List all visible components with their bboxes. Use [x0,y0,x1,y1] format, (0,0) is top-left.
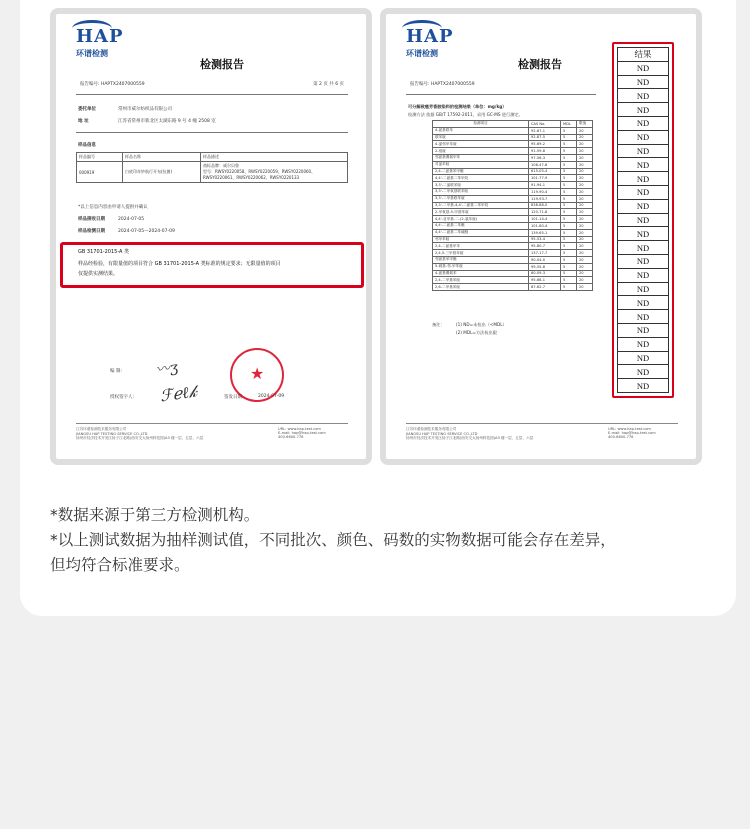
footer-company: 江苏环谱检测技术服务有限公司 [76,427,127,431]
limit: 20 [577,277,593,284]
cas-no: 90-04-0 [529,256,561,263]
mdl: 5 [561,222,577,229]
col-header: 限值 [577,121,593,128]
result-value: ND [618,323,669,337]
receive-label: 样品接收日期 [78,217,105,222]
logo-text: HAP [76,26,146,47]
test-date-row [78,228,175,234]
table-row [433,161,593,168]
result-value: ND [618,199,669,213]
limit: 20 [577,161,593,168]
cas-no: 91-59-8 [529,148,561,155]
item-name: 2,4-二甲基苯胺 [433,277,529,284]
mdl: 5 [561,277,577,284]
table-row [433,141,593,148]
notes-label: 备注： [432,322,445,327]
result-value: ND [618,351,669,365]
note-nd: (1) ND=未检出（<MDL） [456,322,507,327]
cas-no: 60-09-3 [529,270,561,277]
data-disclaimer [50,503,710,578]
result-row [618,199,669,213]
result-value: ND [618,185,669,199]
sample-info-heading: 样品信息 [78,143,96,148]
report-title: 检测报告 [518,58,562,71]
item-name: 2,6-二甲基苯胺 [433,284,529,291]
item-name: 2-甲氧基-5-甲基苯胺 [433,209,529,216]
result-row [618,241,669,255]
footer-mail: E-mail: hap@hap-test.com [608,431,656,435]
results-column-highlight [612,42,674,398]
footer-contact [278,427,348,439]
result-value: ND [618,116,669,130]
cas-no: 92-67-1 [529,127,561,134]
mdl: 5 [561,195,577,202]
mdl: 5 [561,148,577,155]
limit: 20 [577,154,593,161]
result-row [618,144,669,158]
result-value: ND [618,89,669,103]
test-report-page-2[interactable] [380,8,702,465]
limit: 20 [577,256,593,263]
address-label: 地 址 [78,119,89,124]
item-name: 4-氯邻甲苯胺 [433,141,529,148]
result-value: ND [618,241,669,255]
cas-no: 97-56-3 [529,154,561,161]
mdl: 5 [561,256,577,263]
report-footer [406,423,678,449]
item-name: 邻氨基苯甲醚 [433,256,529,263]
item-name: 邻甲苯胺 [433,236,529,243]
col-header: 样品编号 [77,153,123,162]
item-name: 5-硝基-邻-甲苯胺 [433,263,529,270]
cas-no: 120-71-8 [529,209,561,216]
issue-label: 签发日期: [224,395,244,400]
result-value: ND [618,144,669,158]
result-row [618,227,669,241]
footer-company-en: JIANGSU HAP TESTING SERVICE CO.,LTD [76,432,148,436]
page-number: 第 2 页 共 6 页 [313,82,344,87]
item-name: 3,3'-二甲基联苯胺 [433,195,529,202]
mdl: 5 [561,236,577,243]
approver-signature: ℱℯℓ𝓀 [158,381,199,406]
mdl: 5 [561,127,577,134]
test-date-value: 2024-07-05—2024-07-09 [118,229,175,234]
item-name: 3,3'-二甲氧基联苯胺 [433,188,529,195]
disclaimer-line: *以上测试数据为抽样测试值，不同批次、颜色、码数的实物数据可能会存在差异， [50,531,616,549]
result-value: ND [618,310,669,324]
limit: 20 [577,222,593,229]
result-row [618,172,669,186]
item-name: 4,4'-二氨基二苯甲烷 [433,175,529,182]
report-number: 报告编号: HAPTX2407000559 [410,82,475,87]
table-row [433,134,593,141]
conclusion-line: 样品经检验，有限量值的项目符合 GB 31701-2015-A 类标准的规定要求；无限量值的项目 [78,261,281,267]
cas-no: 139-65-1 [529,229,561,236]
result-row [618,116,669,130]
mdl: 5 [561,134,577,141]
footer-tel: 400-6600-776 [278,435,304,439]
editor-label: 编 制: [110,369,122,374]
divider [76,94,348,95]
sample-name: 白底印奇妙航行开布(抗菌) [123,162,201,183]
item-name: 联苯胺 [433,134,529,141]
mdl: 5 [561,202,577,209]
result-header: 结果 [618,48,669,62]
result-row [618,61,669,75]
mdl: 5 [561,209,577,216]
result-row [618,75,669,89]
result-value: ND [618,254,669,268]
result-value: ND [618,130,669,144]
logo-cn: 环谱检测 [406,49,438,58]
table-row [433,209,593,216]
report-title: 检测报告 [200,58,244,71]
receive-row [78,216,144,222]
cas-no: 95-69-2 [529,141,561,148]
result-value: ND [618,61,669,75]
cas-no: 87-62-7 [529,284,561,291]
cas-no: 615-05-4 [529,168,561,175]
footer-company: 江苏环谱检测技术服务有限公司 [406,427,457,431]
table-row [433,256,593,263]
result-row [618,158,669,172]
sample-id: 000919 [77,162,123,183]
cas-no: 137-17-7 [529,250,561,257]
limit: 20 [577,195,593,202]
desc-line: 商标品牌：威尔贝鲁 [203,163,239,168]
mdl: 5 [561,250,577,257]
item-name: 3,3'-二甲基-4,4'-二氨基二苯甲烷 [433,202,529,209]
mdl: 5 [561,182,577,189]
result-row [618,296,669,310]
limit: 20 [577,127,593,134]
limit: 20 [577,236,593,243]
result-value: ND [618,296,669,310]
divider [406,94,596,95]
mdl: 5 [561,284,577,291]
limit: 20 [577,182,593,189]
result-value: ND [618,365,669,379]
footer-company-en: JIANGSU HAP TESTING SERVICE CO.,LTD [406,432,478,436]
client-label: 委托单位 [78,107,96,112]
cas-no: 119-93-7 [529,195,561,202]
result-row [618,268,669,282]
cas-no: 92-87-5 [529,134,561,141]
cas-no: 101-77-9 [529,175,561,182]
table-row [433,195,593,202]
supply-note: *以上信息内容由申请人提供并确认 [78,205,148,210]
mdl: 5 [561,154,577,161]
address-row [78,118,216,124]
cas-no: 119-90-4 [529,188,561,195]
footer-address: 扬州市经济技术开发区扬子江北路(西安交大扬州科技园)A3 楼一层、五层、六层 [406,436,534,440]
result-value: ND [618,213,669,227]
footer-mail: E-mail: hap@hap-test.com [278,431,326,435]
limit: 20 [577,202,593,209]
mdl: 5 [561,216,577,223]
item-name: 对氯苯胺 [433,161,529,168]
item-name: 4,4'-二氨基二苯硫醚 [433,229,529,236]
divider [76,132,348,133]
result-header-row [618,48,669,62]
result-value: ND [618,227,669,241]
result-value: ND [618,379,669,393]
table-row [433,127,593,134]
item-name: 2,4,5-三甲基苯胺 [433,250,529,257]
cas-no: 99-55-8 [529,263,561,270]
table-header-row [433,121,593,128]
footer-tel: 400-6600-776 [608,435,634,439]
cas-no: 95-80-7 [529,243,561,250]
result-value: ND [618,172,669,186]
table-row [77,162,348,183]
table-row [433,182,593,189]
table-row [433,188,593,195]
client-row [78,106,172,112]
disclaimer-line: 但均符合标准要求。 [50,556,190,574]
result-row [618,379,669,393]
logo-text: HAP [406,26,476,47]
result-row [618,103,669,117]
limit: 20 [577,141,593,148]
result-value: ND [618,75,669,89]
sample-table [76,152,348,183]
report-number: 报告编号: HAPTX2407000559 [80,82,145,87]
test-method: 检测方法 依据 GB/T 17592-2011，采用 GC-MS 进行测定。 [408,112,523,117]
result-row [618,351,669,365]
result-value: ND [618,337,669,351]
table-row [433,263,593,270]
result-value: ND [618,268,669,282]
item-name: 4,4'-亚甲基-二-(2-氯苯胺) [433,216,529,223]
limit: 20 [577,263,593,270]
result-row [618,365,669,379]
limit: 20 [577,216,593,223]
result-row [618,130,669,144]
cas-no: 106-47-8 [529,161,561,168]
limit: 20 [577,250,593,257]
mdl: 5 [561,270,577,277]
result-row [618,213,669,227]
table-row [433,250,593,257]
test-report-page-1[interactable] [50,8,372,465]
mdl: 5 [561,263,577,270]
table-row [433,270,593,277]
col-header: 样品描述 [201,153,348,162]
item-name: 邻氨基偶氮甲苯 [433,154,529,161]
limit: 20 [577,284,593,291]
hap-logo [76,26,146,59]
section-title: 可分解致癌芳香胺染料的检测结果（单位：mg/kg） [408,104,507,109]
limit: 20 [577,175,593,182]
table-row [433,148,593,155]
item-name: 2,4-二氨基甲苯 [433,243,529,250]
result-value: ND [618,158,669,172]
result-row [618,337,669,351]
issue-date: 2024-07-09 [258,394,285,399]
result-row [618,185,669,199]
address-value: 江苏省常州市新北区太湖东路 9 号 4 幢 2508 室 [118,119,216,124]
cas-no: 101-80-4 [529,222,561,229]
mdl: 5 [561,175,577,182]
footer-url: URL: www.hap-test.com [278,427,321,431]
mdl: 5 [561,188,577,195]
logo-cn: 环谱检测 [76,49,108,58]
mdl: 5 [561,161,577,168]
table-row [433,277,593,284]
results-column [617,47,669,393]
result-value: ND [618,282,669,296]
cas-no: 101-14-4 [529,216,561,223]
limit: 20 [577,229,593,236]
table-row [433,216,593,223]
limit: 20 [577,209,593,216]
limit: 20 [577,188,593,195]
client-value: 常州市威尔纺织品有限公司 [118,107,172,112]
mdl: 5 [561,243,577,250]
footer-contact [608,427,678,439]
limit: 20 [577,134,593,141]
result-row [618,282,669,296]
results-table [432,120,593,291]
footer-address: 扬州市经济技术开发区扬子江北路(西安交大扬州科技园)A3 楼一层、五层、六层 [76,436,204,440]
table-row [433,236,593,243]
table-row [433,229,593,236]
mdl: 5 [561,141,577,148]
item-name: 4-氨基联苯 [433,127,529,134]
approver-label: 授权签字人: [110,395,135,400]
limit: 20 [577,148,593,155]
result-row [618,89,669,103]
cas-no: 91-94-1 [529,182,561,189]
table-header-row [77,153,348,162]
note-mdl: (2) MDL=方法检出限 [456,330,497,335]
limit: 20 [577,168,593,175]
col-header: 样品名称 [123,153,201,162]
item-name: 2-萘胺 [433,148,529,155]
desc-line: RWSY0220061、RWSY0220062、RWSY0220133 [203,175,300,180]
limit: 20 [577,270,593,277]
editor-signature: 〰ʒ [155,359,180,379]
col-header: MDL [561,121,577,128]
result-row [618,310,669,324]
table-row [433,243,593,250]
standard-line: GB 31701-2015-A 类 [78,249,130,255]
item-name: 4-氨基偶氮苯 [433,270,529,277]
result-row [618,323,669,337]
table-row [433,202,593,209]
desc-line: 型号：RWSY0220058、RWSY0220059、RWSY0220060、 [203,169,316,174]
cas-no: 95-68-1 [529,277,561,284]
mdl: 5 [561,168,577,175]
receive-value: 2024-07-05 [118,217,145,222]
col-header: 检测项目 [433,121,529,128]
limit: 20 [577,243,593,250]
item-name: 3,3'-二氯联苯胺 [433,182,529,189]
item-name: 4,4'-二氨基二苯醚 [433,222,529,229]
table-row [433,284,593,291]
table-row [433,154,593,161]
sample-desc [201,162,348,183]
hap-logo [406,26,476,59]
result-row [618,254,669,268]
table-row [433,168,593,175]
footer-url: URL: www.hap-test.com [608,427,651,431]
report-footer [76,423,348,449]
disclaimer-line: *数据来源于第三方检测机构。 [50,506,260,524]
test-date-label: 样品检测日期 [78,229,105,234]
cas-no: 95-53-4 [529,236,561,243]
official-seal [230,348,284,402]
item-name: 2,4-二氨基苯甲醚 [433,168,529,175]
col-header: CAS No. [529,121,561,128]
mdl: 5 [561,229,577,236]
table-row [433,222,593,229]
conclusion-line: 仅提供实测结果。 [78,271,119,277]
result-value: ND [618,103,669,117]
table-row [433,175,593,182]
cas-no: 838-88-0 [529,202,561,209]
